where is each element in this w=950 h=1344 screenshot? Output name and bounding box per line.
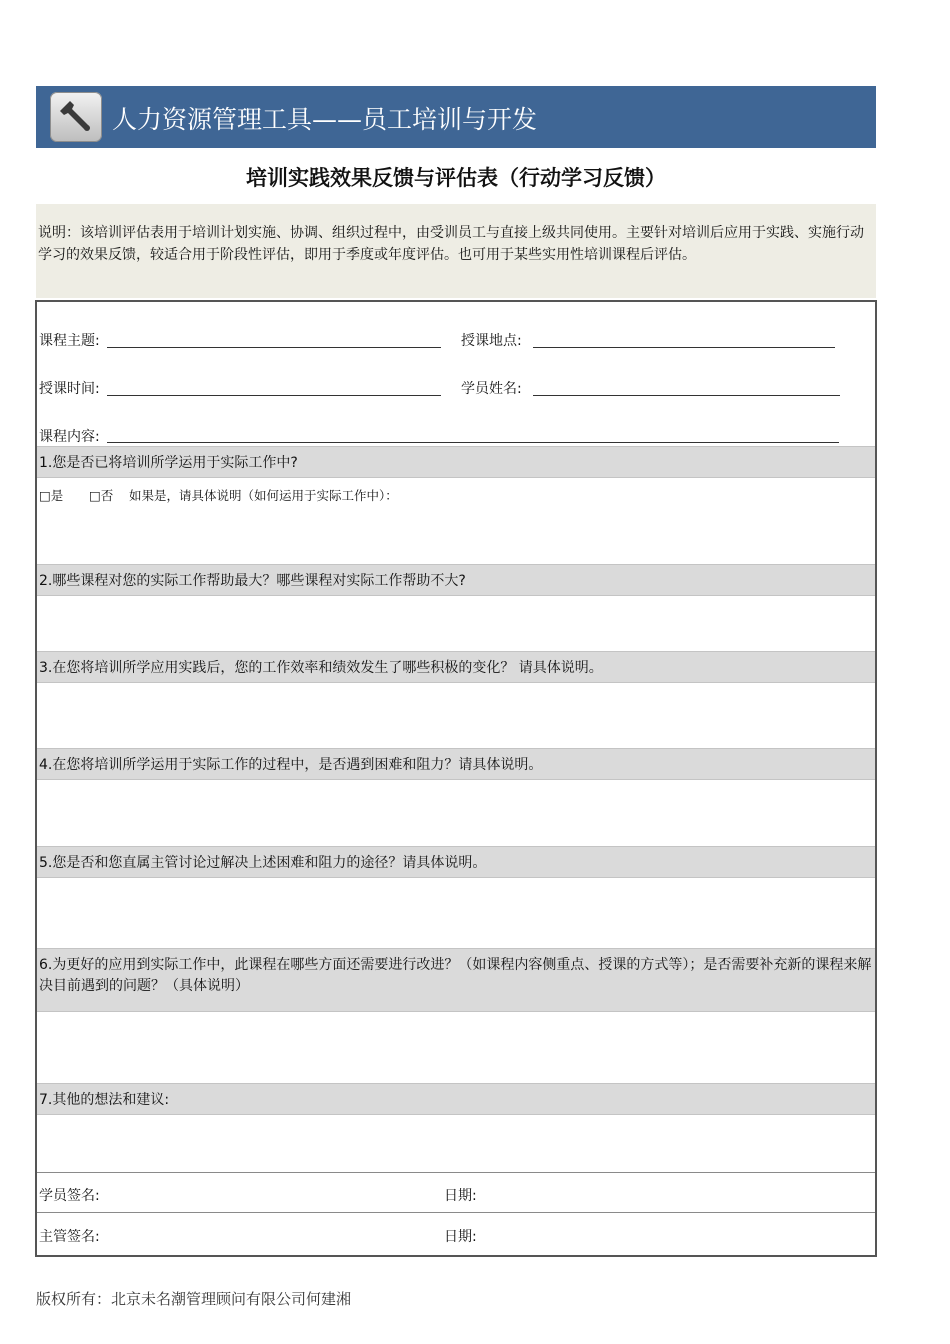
question-4: 4.在您将培训所学运用于实际工作的过程中，是否遇到困难和阻力？请具体说明。 (37, 748, 875, 780)
student-name-field[interactable] (533, 395, 840, 396)
app-title: 人力资源管理工具——员工培训与开发 (112, 105, 538, 134)
header-banner (36, 86, 876, 148)
location-field[interactable] (533, 347, 835, 348)
description-text: 说明：该培训评估表用于培训计划实施、协调、组织过程中，由受训员工与直接上级共同使用。主要针对培训后应用于实践、实施行动学习的效果反馈，较适合用于阶段性评估，即用于季度或年度评估。也可用于某些实用性培训课程后评估。 (38, 225, 864, 263)
description-box (36, 204, 876, 298)
question-6: 6.为更好的应用到实际工作中，此课程在哪些方面还需要进行改进？（如课程内容侧重点、授课的方式等）；是否需要补充新的课程来解决目前遇到的问题？（具体说明） (37, 948, 875, 1012)
copyright-text: 版权所有：北京未名潮管理顾问有限公司何建湘 (36, 1290, 352, 1308)
course-topic-field[interactable] (107, 347, 441, 348)
location-label: 授课地点: (461, 333, 522, 349)
feedback-form (35, 300, 877, 1257)
signature-divider-2 (37, 1212, 875, 1213)
time-label: 授课时间: (39, 381, 100, 397)
time-field[interactable] (107, 395, 441, 396)
date-label-2: 日期: (444, 1229, 477, 1245)
q1-yes-checkbox[interactable]: □是 (39, 488, 64, 503)
date-label-1: 日期: (444, 1188, 477, 1204)
question-2: 2.哪些课程对您的实际工作帮助最大？哪些课程对实际工作帮助不大? (37, 564, 875, 596)
student-name-label: 学员姓名: (461, 381, 522, 397)
q1-no-checkbox[interactable]: □否 (89, 488, 114, 503)
wrench-icon (50, 92, 102, 142)
form-title: 培训实践效果反馈与评估表（行动学习反馈） (246, 166, 666, 190)
manager-signature-label: 主管签名: (39, 1229, 100, 1245)
course-content-field[interactable] (107, 442, 839, 443)
course-content-label: 课程内容: (39, 429, 100, 445)
q1-followup-text: 如果是，请具体说明（如何运用于实际工作中）： (129, 488, 398, 503)
question-3: 3.在您将培训所学应用实践后，您的工作效率和绩效发生了哪些积极的变化？ 请具体说明。 (37, 651, 875, 683)
signature-divider (37, 1172, 875, 1173)
course-topic-label: 课程主题: (39, 333, 100, 349)
question-5: 5.您是否和您直属主管讨论过解决上述困难和阻力的途径？请具体说明。 (37, 846, 875, 878)
question-1: 1.您是否已将培训所学运用于实际工作中? (37, 446, 875, 478)
student-signature-label: 学员签名: (39, 1188, 100, 1204)
question-7: 7.其他的想法和建议: (37, 1083, 875, 1115)
